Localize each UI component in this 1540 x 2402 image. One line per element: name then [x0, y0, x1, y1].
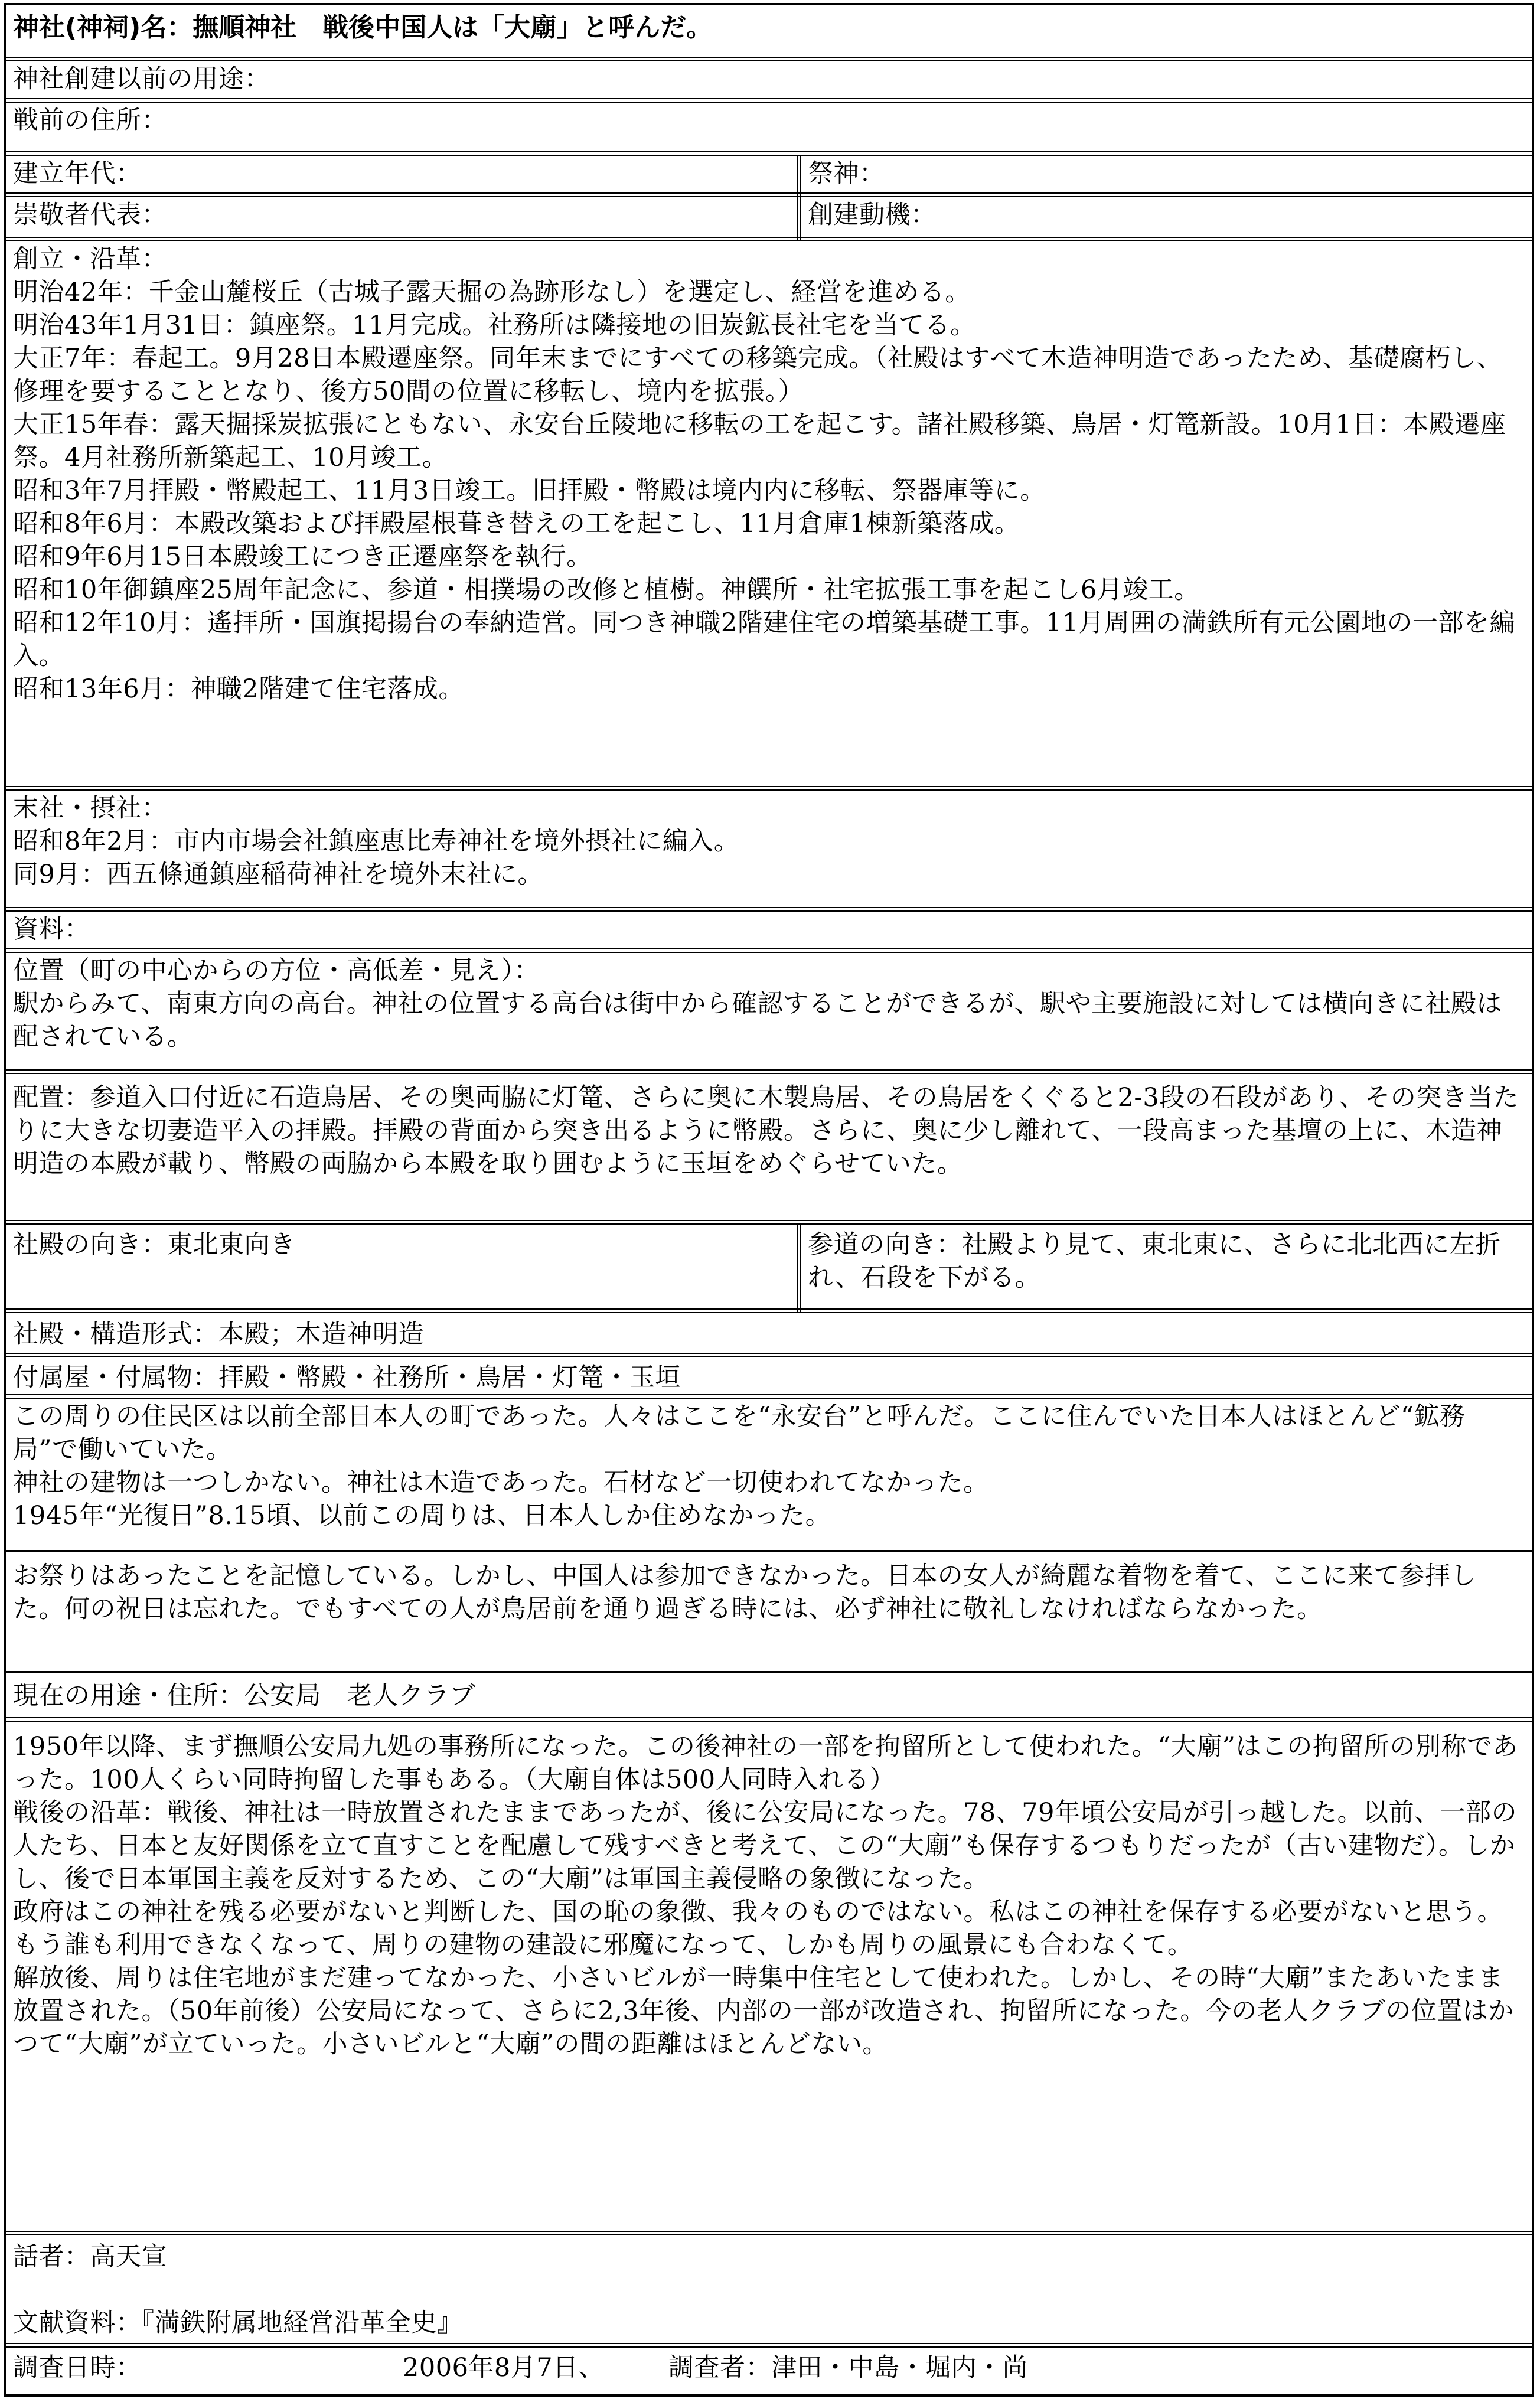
prewar-address-row [6, 103, 1532, 156]
shrine-survey-sheet [4, 3, 1534, 2397]
testimony-line: この周りの住民区は以前全部日本人の町であった。人々はここを“永安台”と呼んだ。ここに住んでいた日本人はほとんど“鉱務局”で働いていた。 [13, 1402, 1466, 1464]
subshrine-line: 昭和8年2月：市内市場会社鎮座恵比寿神社を境外摂社に編入。 [13, 827, 740, 856]
materials-label: 資料： [13, 915, 90, 944]
festival-testimony: お祭りはあったことを記憶している。しかし、中国人は参加できなかった。日本の女人が綺麗な着物を着て、ここに来て参拝した。何の祝日は忘れた。でもすべての人が鳥居前を通り過ぎる時には、必ず神社に敬礼しなければならなかった。 [13, 1561, 1477, 1624]
history-line: 明治42年：千金山麓桜丘（古城子露天掘の為跡形なし）を選定し、経営を進める。 [13, 278, 971, 307]
orientation-row [6, 1225, 1532, 1313]
survey-date: 2006年8月7日、 [403, 2353, 605, 2383]
annex-row [6, 1357, 1532, 1399]
survey-investigators: 調査者：津田・中島・堀内・尚 [668, 2353, 1028, 2383]
approach-orientation: 参道の向き：社殿より見て、東北東に、さらに北北西に左折れ、石段を下がる。 [797, 1225, 1532, 1312]
structure-row [6, 1313, 1532, 1357]
postwar-line: 戦後の沿革：戦後、神社は一時放置されたままであったが、後に公安局になった。78、79年頃公安局が引っ越した。以前、一部の人たち、日本と友好関係を立て直すことを配慮して残すべきと考えて、この“大廟”も保存するつもりだったが（古い建物だ）。しかし、後で日本軍国主義を反対するため、この“大廟”は軍国主義侵略の象徴になった。 [13, 1798, 1518, 1894]
history-line: 昭和9年6月15日本殿竣工につき正遷座祭を執行。 [13, 542, 592, 572]
history-line: 昭和8年6月：本殿改築および拝殿屋根葺き替えの工を起こし、11月倉庫1棟新築落成。 [13, 509, 1020, 539]
layout-text: 配置：参道入口付近に石造鳥居、その奥両脇に灯篭、さらに奥に木製鳥居、その鳥居をくぐると2-3段の石段があり、その突き当たりに大きな切妻造平入の拝殿。拝殿の背面から突き出るように幣殿。さらに、奥に少し離れて、一段高まった基壇の上に、木造神明造の本殿が載り、幣殿の両脇から本殿を取り囲むように玉垣をめぐらせていた。 [13, 1083, 1519, 1179]
pre-use-row [6, 61, 1532, 103]
history-line: 昭和12年10月：遙拝所・国旗掲揚台の奉納造営。同つき神職2階建住宅の増築基礎工事。11月周囲の満鉄所有元公園地の一部を編入。 [13, 608, 1516, 671]
position-heading: 位置（町の中心からの方位・高低差・見え）： [13, 956, 540, 985]
prewar-address-label: 戦前の住所： [13, 106, 167, 135]
subshrines-section [6, 791, 1532, 912]
postwar-section [6, 1722, 1532, 2235]
testimony-line: 神社の建物は一つしかない。神社は木造であった。石材など一切使われてなかった。 [13, 1468, 989, 1497]
speaker-section [6, 2235, 1532, 2348]
materials-row [6, 912, 1532, 953]
postwar-line: 政府はこの神社を残る必要がないと判断した、国の恥の象徴、我々のものではない。私はこの神社を保存する必要がないと思う。もう誰も利用できなくなって、周りの建物の建設に邪魔になって、しかも周りの風景にも合わなくて。 [13, 1897, 1503, 1960]
history-line: 明治43年1月31日：鎮座祭。11月完成。社務所は隣接地の旧炭鉱長社宅を当てる。 [13, 311, 976, 340]
worshipper-rep-label: 崇敬者代表： [13, 200, 167, 230]
survey-date-label: 調査日時： [13, 2353, 142, 2383]
deity-label: 祭神： [797, 156, 1532, 196]
testimony-line: 1945年“光復日”8.15頃、以前この周りは、日本人しか住めなかった。 [13, 1501, 831, 1530]
history-heading: 創立・沿革： [13, 244, 167, 274]
current-use-text: 現在の用途・住所：公安局 老人クラブ [13, 1681, 475, 1711]
history-line: 昭和3年7月拝殿・幣殿起工、11月3日竣工。旧拝殿・幣殿は境内内に移転、祭器庫等に。 [13, 476, 1046, 505]
postwar-line: 解放後、周りは住宅地がまだ建ってなかった、小さいビルが一時集中住宅として使われた。しかし、その時“大廟”またあいたまま放置された。（50年前後）公安局になって、さらに2,3年後、内部の一部が改造され、拘留所になった。今の老人クラブの位置はかつて“大廟”が立ていった。小さいビルと“大廟”の間の距離はほとんどない。 [13, 1963, 1514, 2059]
history-line: 昭和10年御鎮座25周年記念に、参道・相撲場の改修と植樹。神饌所・社宅拡張工事を起こし6月竣工。 [13, 575, 1200, 605]
testimony-2-section [6, 1552, 1532, 1673]
built-era-label: 建立年代： [13, 159, 142, 188]
layout-section [6, 1074, 1532, 1225]
position-section [6, 953, 1532, 1074]
history-line: 大正7年：春起工。9月28日本殿遷座祭。同年末までにすべての移築完成。（社殿はすべて木造神明造であったため、基礎腐朽し、修理を要することとなり、後方50間の位置に移転し、境内を拡張。） [13, 344, 1503, 406]
spacer [13, 2273, 1526, 2306]
subshrines-heading: 末社・摂社： [13, 794, 167, 823]
title-row [6, 5, 1532, 61]
history-line: 大正15年春：露天掘採炭拡張にともない、永安台丘陵地に移転の工を起こす。諸社殿移築、鳥居・灯篭新設。10月1日：本殿遷座祭。4月社務所新築起工、10月竣工。 [13, 410, 1506, 472]
speaker-text: 話者：高天宣 [13, 2242, 167, 2272]
structure-text: 社殿・構造形式：本殿；木造神明造 [13, 1320, 424, 1349]
pre-use-label: 神社創建以前の用途： [13, 64, 270, 94]
literature-text: 文献資料：『満鉄附属地経営沿革全史』 [13, 2308, 463, 2338]
era-deity-row [6, 156, 1532, 197]
history-line: 昭和13年6月：神職2階建て住宅落成。 [13, 674, 464, 704]
testimony-1-section [6, 1399, 1532, 1552]
current-use-row [6, 1673, 1532, 1722]
founding-motive-label: 創建動機： [797, 197, 1532, 240]
annex-text: 付属屋・付属物：拝殿・幣殿・社務所・鳥居・灯篭・玉垣 [13, 1363, 681, 1392]
survey-row [6, 2348, 1532, 2394]
position-text: 駅からみて、南東方向の高台。神社の位置する高台は街中から確認することができるが、駅や主要施設に対しては横向きに社殿は配されている。 [13, 989, 1503, 1052]
page-title: 神社(神祠)名：撫順神社 戦後中国人は「大廟」と呼んだ。 [13, 12, 713, 43]
rep-motive-row [6, 197, 1532, 241]
subshrine-line: 同9月：西五條通鎮座稲荷神社を境外末社に。 [13, 860, 543, 889]
history-section [6, 241, 1532, 791]
postwar-line: 1950年以降、まず撫順公安局九処の事務所になった。この後神社の一部を拘留所として使われた。“大廟”はこの拘留所の別称であった。100人くらい同時拘留した事もある。（大廟自体は500人同時入れる） [13, 1732, 1518, 1794]
shrine-orientation: 社殿の向き：東北東向き [13, 1230, 296, 1259]
